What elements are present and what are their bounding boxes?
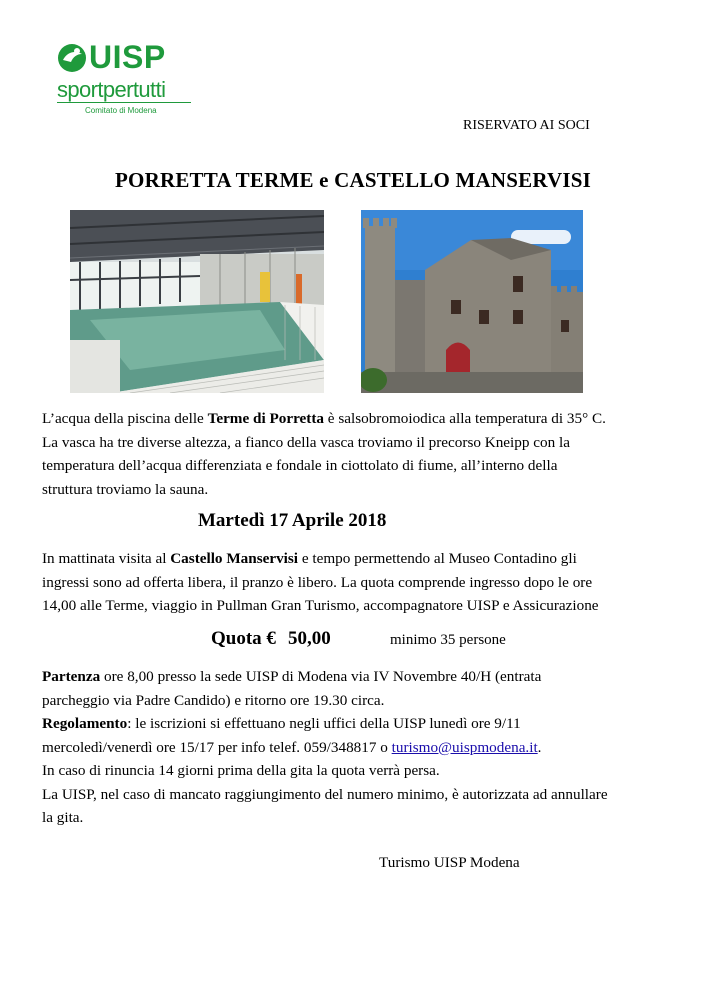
rinuncia-text: In caso di rinuncia 14 giorni prima della gita la quota verrà persa. bbox=[42, 762, 440, 779]
partenza-text: ore 8,00 presso la sede UISP di Modena via IV Novembre 40/H (entrata bbox=[100, 668, 542, 685]
program-text: e tempo permettendo al Museo Contadino gli bbox=[298, 550, 577, 567]
uisp-note: la gita. bbox=[42, 809, 84, 826]
intro-terme-name: Terme di Porretta bbox=[207, 410, 324, 427]
partenza-text: parcheggio via Padre Candido) e ritorno ore 19.30 circa. bbox=[42, 691, 385, 709]
intro-text: temperatura dell’acqua differenziata e fondale in ciottolato di fiume, all’interno della bbox=[42, 457, 558, 474]
details-paragraph bbox=[42, 665, 672, 830]
logo-committee: Comitato di Modena bbox=[85, 106, 157, 115]
logo-divider bbox=[57, 102, 191, 103]
intro-text: struttura troviamo la sauna. bbox=[42, 480, 209, 498]
price-label: Quota € bbox=[211, 628, 276, 649]
intro-paragraph bbox=[42, 407, 672, 501]
logo-tagline: sportpertutti bbox=[57, 77, 166, 102]
logo-name: UISP bbox=[89, 39, 166, 75]
pool-photo bbox=[70, 210, 324, 393]
page-title: PORRETTA TERME e CASTELLO MANSERVISI bbox=[115, 168, 591, 192]
uisp-runner-icon bbox=[55, 42, 89, 74]
intro-text: è salsobromoiodica alla temperatura di 35° C. bbox=[324, 410, 606, 427]
program-paragraph bbox=[42, 547, 672, 618]
signature: Turismo UISP Modena bbox=[379, 854, 520, 871]
program-text: ingressi sono ad offerta libera, il pranzo è libero. La quota comprende ingresso dopo le ore bbox=[42, 573, 593, 591]
castle-photo bbox=[361, 210, 583, 393]
email-after: . bbox=[537, 738, 542, 756]
event-date: Martedì 17 Aprile 2018 bbox=[198, 510, 387, 531]
partenza-label: Partenza bbox=[42, 668, 101, 685]
regolamento-text: : le iscrizioni si effettuano negli uffici della UISP lunedì ore 9/11 bbox=[127, 715, 521, 732]
price-line bbox=[211, 628, 331, 650]
price-amount: 50,00 bbox=[287, 628, 331, 649]
price-minimum: minimo 35 persone bbox=[390, 632, 506, 648]
email-link[interactable]: turismo@uispmodena.it bbox=[391, 738, 538, 756]
uisp-note: La UISP, nel caso di mancato raggiungimento del numero minimo, è autorizzata ad annullare bbox=[42, 785, 608, 803]
program-text: In mattinata visita al bbox=[42, 550, 171, 567]
program-castle-name: Castello Manservisi bbox=[170, 550, 299, 567]
uisp-logo bbox=[55, 40, 195, 120]
intro-text: L’acqua della piscina delle bbox=[42, 410, 208, 427]
reserved-note: RISERVATO AI SOCI bbox=[463, 118, 590, 133]
regolamento-label: Regolamento bbox=[42, 715, 128, 732]
program-text: 14,00 alle Terme, viaggio in Pullman Gran Turismo, accompagnatore UISP e Assicurazione bbox=[42, 597, 599, 614]
intro-text: La vasca ha tre diverse altezza, a fianco della vasca troviamo il precorso Kneipp con la bbox=[42, 433, 570, 451]
regolamento-text: mercoledì/venerdì ore 15/17 per info telef. 059/348817 o bbox=[42, 738, 392, 756]
